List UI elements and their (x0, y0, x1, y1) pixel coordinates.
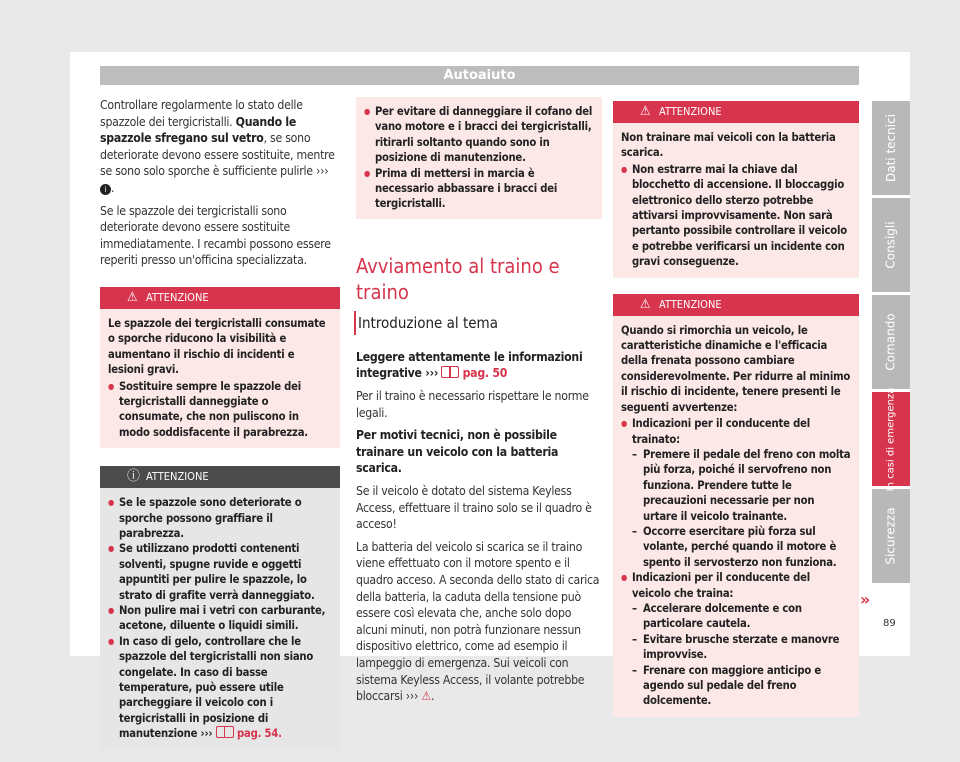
caution-box (100, 466, 340, 750)
tab-label: In casi di emergenza (885, 387, 897, 491)
caution-bullet: ● Non pulire mai i vetri con carburante, acetone, diluente o liquidi simili. (108, 603, 332, 634)
warning-body (613, 123, 859, 278)
text: La batteria del veicolo si scarica se il traino viene effettuato con il motore spento e il quadro acceso. A seconda dello stato di carica della batteria, la caduta della tensione può essere così elevata che, anche solo dopo alcuni minuti, non potrà funzionare nessun dispositivo elettrico, come ad esempio il lampeggio di emergenza. Sui veicoli con sistema Keyless Access, il volante potrebbe bloccarsi ››› (356, 539, 600, 704)
tab-in-casi-di-emergenza[interactable] (872, 387, 910, 491)
caution-bullet: ● Se le spazzole sono deteriorate o sporche possono graffiare il parabrezza. (108, 495, 332, 541)
text: , se sono deteriorate devono essere sostituite, mentre se sono solo sporche è sufficiente pulirle ››› (100, 131, 335, 179)
paragraph (356, 349, 602, 382)
warning-box (613, 101, 859, 278)
warning-text: Le spazzole dei tergicristalli consumate o sporche riducono la visibilità e aumentano il rischio di incidenti e lesioni gravi. (108, 316, 326, 377)
caution-header (100, 466, 340, 488)
warning-subitem: – Frenare con maggiore anticipo e agendo sul pedale del freno dolcemente. (621, 663, 851, 709)
paragraph: Controllare regolarmente lo stato delle spazzole dei tergicristalli. Quando le spazzole sfregano sul vetro, se sono deteriorate devono essere sostituite, mentre se sono solo sporche è sufficiente pulirle ››› i . (100, 98, 335, 195)
column-2 (356, 97, 602, 711)
tab-comando[interactable] (872, 295, 910, 389)
text: In caso di gelo, controllare che le spazzole del tergicristalli non siano congelate. In caso di basse temperature, può essere utile parcheggiare il veicolo con i tergicristalli in posizione di manutenzione ››› (119, 634, 314, 741)
warning-subitem: – Accelerare dolcemente e con particolare cautela. (621, 601, 851, 632)
warning-title: ATTENZIONE (146, 290, 209, 304)
warning-triangle-icon: ⚠ (421, 689, 431, 704)
warning-triangle-icon: ⚠ (640, 104, 651, 119)
tab-label: Consigli (884, 221, 899, 269)
caution-bullet: ● Per evitare di danneggiare il cofano del vano motore e i bracci dei tergicristalli, ritirarli soltanto quando sono in posizione di manutenzione. (364, 104, 594, 166)
chapter-tabs (872, 101, 910, 586)
text: Controllare regolarmente lo stato delle spazzole dei tergicristalli. (100, 98, 303, 129)
warning-body (100, 309, 340, 448)
paragraph: Se il veicolo è dotato del sistema Keyless Access, effettuare il traino solo se il quadro è acceso! (356, 484, 592, 532)
continue-arrow-icon: » (860, 590, 871, 609)
warning-bullet: ● Indicazioni per il conducente del veicolo che traina: (621, 570, 851, 601)
paragraph (356, 427, 602, 477)
page-header: Autoaiuto (100, 66, 859, 85)
tab-label: Dati tecnici (884, 113, 899, 183)
warning-bullet: ● Sostituire sempre le spazzole dei tergicristalli danneggiate o consumate, che non puliscono in modo soddisfacente il parabrezza. (108, 379, 332, 441)
page-ref-link[interactable]: pag. 50 (462, 366, 508, 381)
caution-bullet: ● Se utilizzano prodotti contenenti solventi, spugne ruvide e oggetti appuntiti per pulire le spazzole, lo strato di grafite verrà danneggiato. (108, 541, 332, 603)
tab-label: Sicurezza (884, 507, 899, 565)
warning-header (100, 287, 340, 309)
caution-bullet (108, 634, 332, 742)
column-3 (613, 101, 859, 729)
warning-box (613, 294, 859, 717)
caution-info-icon: ⓘ (127, 469, 141, 485)
paragraph: Per il traino è necessario rispettare le norme legali. (356, 389, 589, 420)
warning-title: ATTENZIONE (659, 297, 722, 311)
caution-bullet: ● Prima di mettersi in marcia è necessario abbassare i bracci dei tergicristalli. (364, 166, 594, 212)
caution-continued-box (356, 97, 602, 219)
caution-body (100, 488, 340, 750)
tab-label: Comando (884, 313, 899, 371)
paragraph: Se le spazzole dei tergicristalli sono deteriorate devono essere sostituite immediatamente. I recambi possono essere reperiti presso un'officina specializzata. (100, 203, 331, 268)
warning-text: Non trainare mai veicoli con la batteria scarica. (621, 131, 836, 160)
warning-body (613, 316, 859, 717)
caution-title: ATTENZIONE (146, 470, 209, 484)
warning-title: ATTENZIONE (659, 105, 722, 118)
warning-box (100, 287, 340, 448)
text-bold: Quando le spazzole sfregano sul vetro (100, 114, 297, 146)
section-title: Avviamento al traino e traino (356, 253, 560, 304)
tab-sicurezza[interactable] (872, 489, 910, 583)
warning-bullet: ● Indicazioni per il conducente del trainato: (621, 416, 851, 447)
page-number: 89 (883, 618, 896, 629)
tab-dati-tecnici[interactable] (872, 101, 910, 195)
warning-text: Quando si rimorchia un veicolo, le caratteristiche dinamiche e l'efficacia della frenata possono cambiare considerevolmente. Per ridurre al minimo il rischio di incidente, tenere presenti le seguenti avvertenze: (621, 323, 851, 414)
warning-subitem: – Premere il pedale del freno con molta più forza, poiché il servofreno non funziona. Prendere tutte le precauzioni necessarie per non urtare il veicolo trainante. (621, 447, 851, 524)
book-icon (441, 366, 459, 378)
text-bold: Per motivi tecnici, non è possibile trainare un veicolo con la batteria scarica. (356, 428, 559, 476)
section-subtitle: Introduzione al tema (354, 311, 602, 335)
warning-bullet: ● Non estrarre mai la chiave dal blocchetto di accensione. Il bloccaggio elettronico dello sterzo potrebbe attivarsi improvvisamente. Non sarà pertanto possibile controllare il veicolo e potrebbe verificarsi un incidente con gravi conseguenze. (621, 162, 851, 270)
warning-subitem: – Evitare brusche sterzate e manovre improvvise. (621, 632, 851, 663)
book-icon (216, 726, 234, 738)
page-ref-link[interactable]: pag. 54. (237, 727, 282, 741)
warning-header (613, 294, 859, 316)
info-icon: i (100, 184, 111, 195)
warning-triangle-icon: ⚠ (640, 296, 651, 312)
warning-triangle-icon: ⚠ (127, 289, 138, 305)
warning-header (613, 101, 859, 123)
warning-subitem: – Occorre esercitare più forza sul volante, perché quando il motore è spento il servosterzo non funziona. (621, 524, 851, 570)
column-1 (100, 97, 340, 762)
text-bold: Leggere attentamente le informazioni integrative ››› (356, 349, 583, 381)
paragraph: La batteria del veicolo si scarica se il traino viene effettuato con il motore spento e il quadro acceso. A seconda dello stato di carica della batteria, la caduta della tensione può essere così elevata che, anche solo dopo alcuni minuti, non potrà funzionare nessun dispositivo elettrico, come ad esempio il lampeggio di emergenza. Sui veicoli con sistema Keyless Access, il volante potrebbe bloccarsi ››› ⚠. (356, 539, 600, 704)
tab-consigli[interactable] (872, 198, 910, 292)
